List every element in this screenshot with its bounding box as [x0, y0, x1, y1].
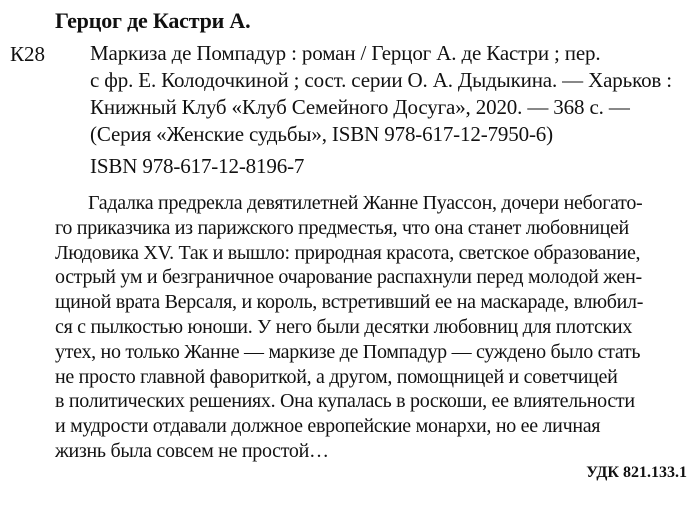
bibliographic-record [90, 40, 688, 148]
author-heading: Герцог де Кастри А. [55, 8, 251, 33]
annotation-line: не просто главной фавориткой, а другом, помощницей и советчицей [55, 365, 618, 388]
record-line: Маркиза де Помпадур : роман / Герцог А. де Кастри ; пер. [90, 41, 601, 65]
annotation-paragraph [55, 191, 688, 464]
annotation-line: Людовика XV. Так и вышло: природная красота, светское образование, [55, 241, 641, 264]
annotation-line: ся с пылкостью юноши. У него были десятки любовниц для плотских [55, 315, 633, 338]
annotation-line: утех, но только Жанне — маркизе де Помпадур — суждено было стать [55, 340, 641, 363]
annotation-line: щиной врата Версаля, и король, встретивший ее на маскараде, влюбил- [55, 291, 644, 314]
classification-code: К28 [10, 42, 46, 66]
record-line: Книжный Клуб «Клуб Семейного Досуга», 2020. — 368 с. — [90, 95, 630, 119]
record-line: с фр. Е. Колодочкиной ; сост. серии О. А. Дыдыкина. — Харьков : [90, 68, 672, 92]
annotation-line: жизнь была совсем не простой… [55, 439, 329, 462]
annotation-line: в политических решениях. Она купалась в роскоши, ее влиятельности [55, 390, 635, 413]
record-line: (Серия «Женские судьбы», ISBN 978-617-12-7950-6) [90, 122, 554, 146]
annotation-line: Гадалка предрекла девятилетней Жанне Пуассон, дочери небогато- [88, 192, 643, 214]
annotation-line: острый ум и безграничное очарование распахнули перед молодой жен- [55, 266, 642, 289]
isbn-number: ISBN 978-617-12-8196-7 [90, 154, 305, 178]
annotation-line: го приказчика из парижского предместья, что она станет любовницей [55, 216, 629, 239]
udk-code: УДК 821.133.1 [586, 464, 687, 481]
annotation-line: и мудрости отдавали должное европейские монархи, но ее личная [55, 415, 601, 438]
